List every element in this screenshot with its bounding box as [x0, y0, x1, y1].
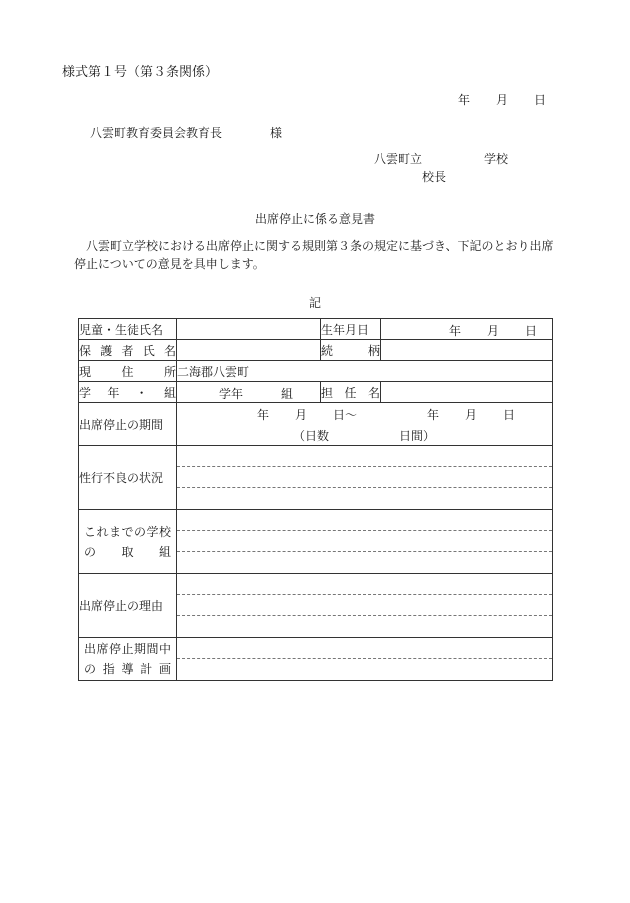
dashed-line	[177, 487, 552, 488]
table-row	[79, 574, 553, 638]
address-label: 現住所	[79, 361, 177, 382]
period-field[interactable]	[177, 403, 553, 446]
class-unit-label: 組	[281, 387, 294, 401]
address-field[interactable]: 二海郡八雲町	[177, 361, 553, 382]
table-row	[79, 638, 553, 681]
guidance-label-line1: 出席停止期間中	[84, 642, 171, 656]
addressee-honorific: 様	[270, 126, 283, 140]
relation-field[interactable]	[381, 340, 553, 361]
reason-label: 出席停止の理由	[79, 574, 177, 638]
behavior-label: 性行不良の状況	[79, 446, 177, 510]
date-year-label: 年	[458, 93, 471, 107]
document-title: 出席停止に係る意見書	[254, 212, 375, 226]
opinion-form-table	[78, 318, 553, 681]
table-row	[79, 403, 553, 446]
efforts-field[interactable]	[177, 510, 553, 574]
period-to-year: 年	[427, 408, 440, 422]
table-row	[79, 340, 553, 361]
addressee: 八雲町教育委員会教育長	[90, 126, 223, 140]
sender-title: 校長	[422, 170, 447, 184]
table-row	[79, 446, 553, 510]
period-label: 出席停止の期間	[79, 403, 177, 446]
teacher-name-label: 担任名	[321, 382, 381, 403]
dashed-line	[177, 530, 552, 531]
dashed-line	[177, 615, 552, 616]
table-row	[79, 510, 553, 574]
student-name-field[interactable]	[177, 319, 321, 340]
efforts-label-line1: これまでの学校	[84, 524, 171, 539]
table-row	[79, 361, 553, 382]
ki-heading: 記	[308, 296, 321, 310]
guidance-field[interactable]	[177, 638, 553, 681]
table-row	[79, 382, 553, 403]
grade-unit-label: 学年	[219, 387, 244, 401]
birth-day-label: 日	[525, 324, 538, 338]
period-to-month: 月	[465, 408, 478, 422]
grade-class-label: 学年・組	[79, 382, 177, 403]
relation-label: 続柄	[321, 340, 381, 361]
form-number: 様式第１号（第３条関係）	[62, 65, 219, 80]
table-row	[79, 319, 553, 340]
efforts-label	[79, 510, 177, 574]
teacher-name-field[interactable]	[381, 382, 553, 403]
birth-year-label: 年	[449, 324, 462, 338]
dashed-line	[177, 658, 552, 659]
grade-class-field[interactable]	[177, 382, 321, 403]
behavior-field[interactable]	[177, 446, 553, 510]
document-body: 八雲町立学校における出席停止に関する規則第３条の規定に基づき、下記のとおり出席停止についての意見を具申します。	[74, 239, 554, 271]
sender-town: 八雲町立	[374, 152, 423, 166]
birth-date-label: 生年月日	[321, 319, 381, 340]
days-close-label: 日間）	[399, 429, 436, 443]
period-from-year: 年	[257, 408, 270, 422]
guidance-label-line2: の指導計画	[84, 662, 171, 676]
birth-date-field[interactable]	[381, 319, 553, 340]
birth-month-label: 月	[487, 324, 500, 338]
guardian-name-label: 保護者氏名	[79, 340, 177, 361]
guardian-name-field[interactable]	[177, 340, 321, 361]
days-open-label: （日数	[293, 429, 330, 443]
period-from-month: 月	[295, 408, 308, 422]
reason-field[interactable]	[177, 574, 553, 638]
sender-school: 学校	[484, 152, 509, 166]
dashed-line	[177, 551, 552, 552]
date-month-label: 月	[496, 93, 509, 107]
guidance-label	[79, 638, 177, 681]
student-name-label: 児童・生徒氏名	[79, 319, 177, 340]
efforts-label-line2: の取組	[84, 544, 171, 559]
date-day-label: 日	[534, 93, 547, 107]
period-from-day: 日～	[333, 408, 358, 422]
dashed-line	[177, 594, 552, 595]
dashed-line	[177, 466, 552, 467]
period-to-day: 日	[503, 408, 516, 422]
